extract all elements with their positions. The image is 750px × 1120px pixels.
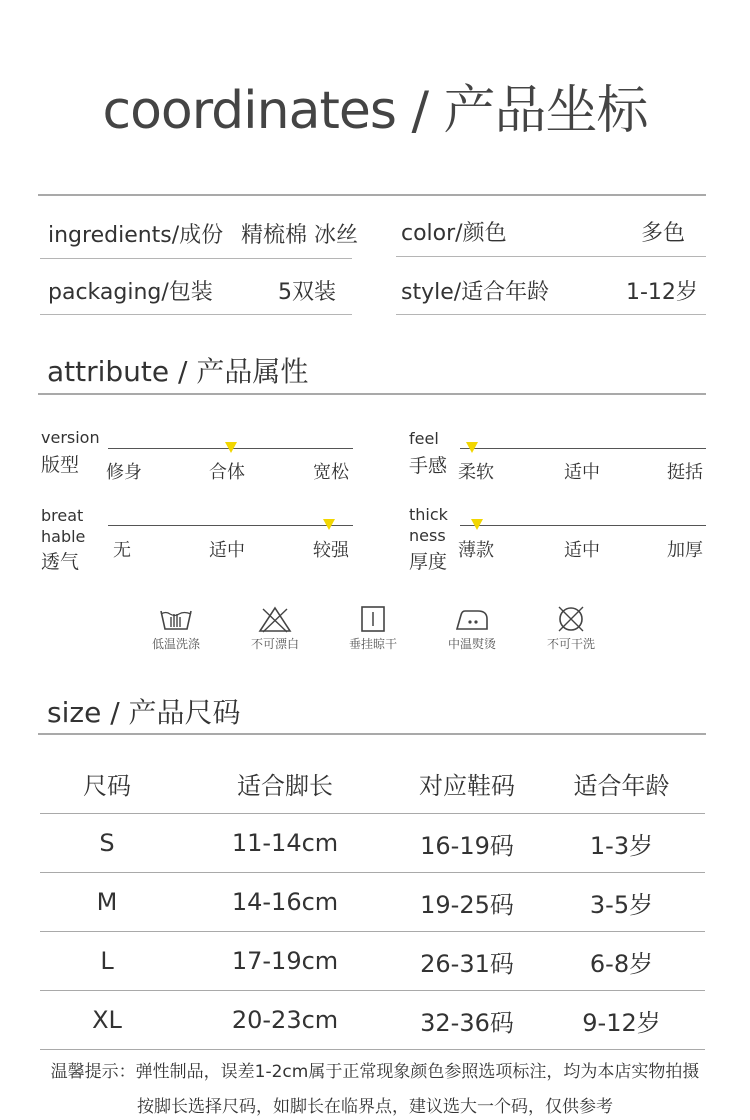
version-option-3: 宽松: [313, 462, 349, 483]
breathable-marker: [323, 519, 335, 530]
thickness-label-en-2: ness: [409, 526, 446, 545]
thickness-option-3: 加厚: [667, 540, 703, 561]
thickness-scale: [460, 525, 706, 526]
attribute-heading: attribute / 产品属性: [47, 355, 309, 388]
hang-dry-icon: [355, 605, 391, 633]
note-line-1: 温馨提示：弹性制品，误差1-2cm属于正常现象颜色参照选项标注，均为本店实物拍摄: [50, 1062, 700, 1082]
version-option-2: 合体: [209, 462, 245, 483]
feel-label-en: feel: [409, 429, 439, 448]
ingredients-value: 精梳棉 冰丝: [241, 223, 358, 248]
size-cell: XL: [40, 991, 174, 1050]
feel-label-zh: 手感: [409, 455, 448, 477]
divider: [40, 258, 352, 259]
column-header: 对应鞋码: [396, 754, 538, 814]
version-label-en: version: [41, 428, 100, 447]
color-label: color/颜色: [401, 221, 507, 246]
divider: [396, 314, 706, 315]
care-item: [230, 605, 320, 652]
version-option-1: 修身: [106, 462, 142, 483]
feel-marker: [466, 442, 478, 453]
column-header: 尺码: [40, 754, 174, 814]
table-row: [40, 991, 705, 1050]
age-cell: 1-3岁: [538, 814, 705, 873]
care-item: [526, 605, 616, 652]
age-cell: 9-12岁: [538, 991, 705, 1050]
column-header: 适合脚长: [174, 754, 396, 814]
version-label-zh: 版型: [41, 454, 80, 476]
shoe-size-cell: 19-25码: [396, 873, 538, 932]
breathable-scale: [108, 525, 353, 526]
style-value: 1-12岁: [626, 280, 698, 305]
feel-option-2: 适中: [564, 462, 600, 483]
packaging-label: packaging/包装: [48, 280, 213, 305]
divider: [38, 194, 706, 196]
note-line-2: 按脚长选择尺码，如脚长在临界点，建议选大一个码，仅供参考: [137, 1097, 613, 1117]
breathable-label-zh: 透气: [41, 551, 80, 573]
size-heading: size / 产品尺码: [47, 696, 241, 729]
size-table: [40, 754, 705, 1050]
divider: [38, 733, 706, 735]
care-label: 中温熨烫: [447, 637, 496, 651]
breathable-label-en-1: breat: [41, 506, 84, 525]
care-item: [427, 605, 517, 652]
table-row: [40, 814, 705, 873]
divider: [40, 314, 352, 315]
iron-medium-icon: [454, 605, 490, 633]
age-cell: 6-8岁: [538, 932, 705, 991]
no-dry-clean-icon: [553, 605, 589, 633]
care-item: [131, 605, 221, 652]
care-label: 不可干洗: [546, 637, 595, 651]
shoe-size-cell: 16-19码: [396, 814, 538, 873]
care-label: 垂挂晾干: [348, 637, 397, 651]
style-label: style/适合年龄: [401, 280, 550, 305]
table-row: [40, 932, 705, 991]
thickness-marker: [471, 519, 483, 530]
feel-scale: [460, 448, 706, 449]
thickness-option-2: 适中: [564, 540, 600, 561]
color-value: 多色: [641, 221, 686, 246]
breathable-option-3: 较强: [313, 540, 349, 561]
foot-length-cell: 14-16cm: [174, 873, 396, 932]
age-cell: 3-5岁: [538, 873, 705, 932]
ingredients-label: ingredients/成份: [48, 223, 224, 248]
shoe-size-cell: 32-36码: [396, 991, 538, 1050]
size-cell: M: [40, 873, 174, 932]
size-cell: L: [40, 932, 174, 991]
foot-length-cell: 11-14cm: [174, 814, 396, 873]
page-title: coordinates / 产品坐标: [102, 81, 648, 141]
care-label: 不可漂白: [250, 637, 299, 651]
care-label: 低温洗涤: [151, 637, 200, 651]
breathable-option-2: 适中: [209, 540, 245, 561]
table-row: [40, 873, 705, 932]
breathable-option-1: 无: [113, 540, 131, 561]
no-bleach-icon: [257, 605, 293, 633]
thickness-label-en-1: thick: [409, 505, 448, 524]
feel-option-1: 柔软: [458, 462, 494, 483]
feel-option-3: 挺括: [667, 462, 703, 483]
column-header: 适合年龄: [538, 754, 705, 814]
foot-length-cell: 20-23cm: [174, 991, 396, 1050]
shoe-size-cell: 26-31码: [396, 932, 538, 991]
divider: [396, 256, 706, 257]
table-header-row: [40, 754, 705, 814]
version-marker: [225, 442, 237, 453]
thickness-label-zh: 厚度: [409, 551, 448, 573]
care-item: [328, 605, 418, 652]
foot-length-cell: 17-19cm: [174, 932, 396, 991]
divider: [38, 393, 706, 395]
packaging-value: 5双装: [278, 280, 336, 305]
thickness-option-1: 薄款: [458, 540, 494, 561]
breathable-label-en-2: hable: [41, 527, 86, 546]
hand-wash-icon: [158, 605, 194, 633]
size-cell: S: [40, 814, 174, 873]
